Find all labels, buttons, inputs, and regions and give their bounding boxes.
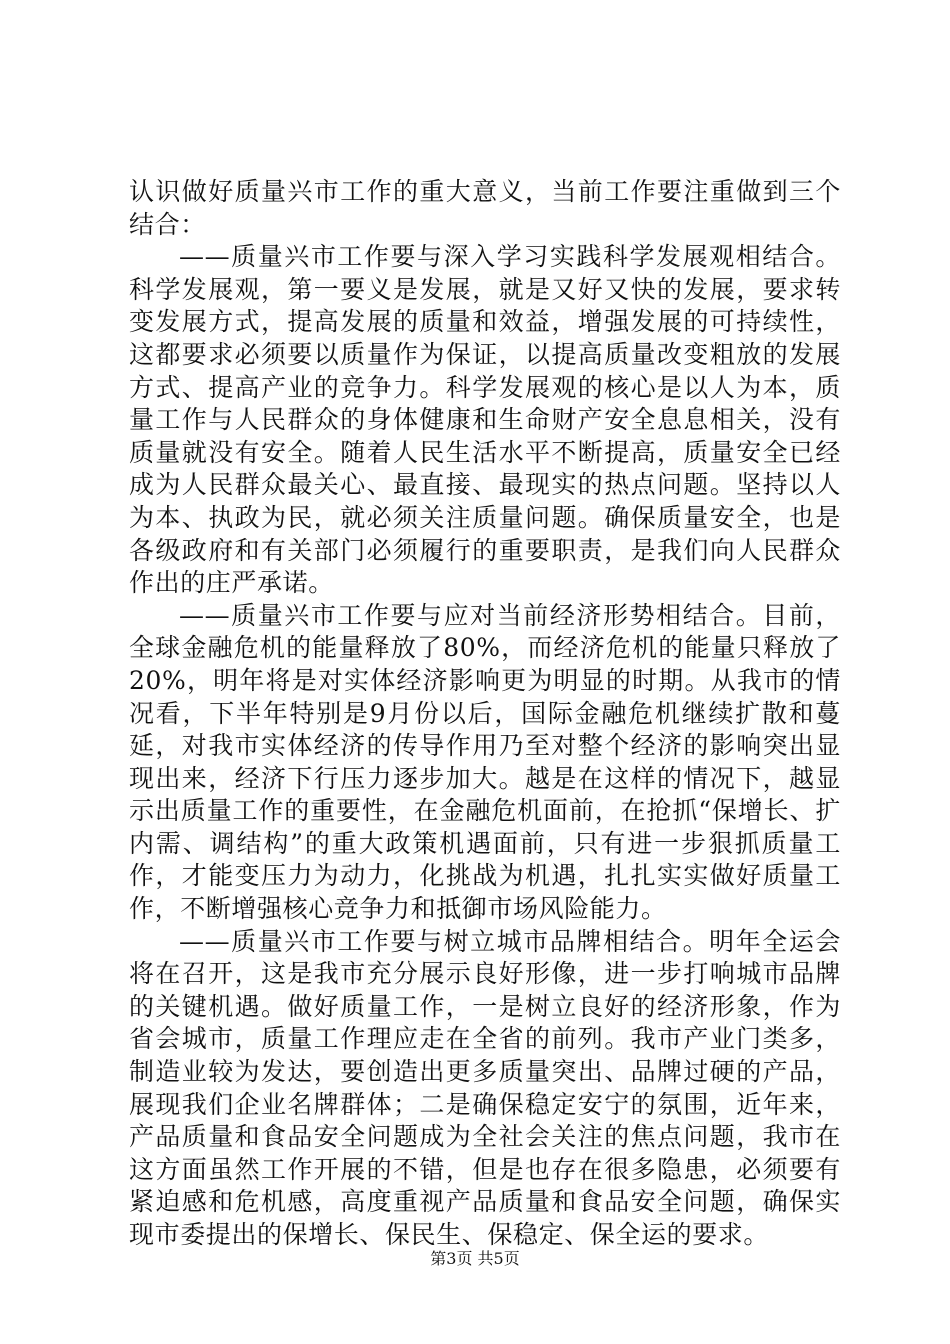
paragraph-city-brand: ——质量兴市工作要与树立城市品牌相结合。明年全运会将在召开，这是我市充分展示良好形像，进一步打响城市品牌的关键机遇。做好质量工作，一是树立良好的经济形象，作为省会城市，质量工作理应走在全省的前列。我市产业门类多，制造业较为发达，要创造出更多质量突出、品牌过硬的产品，展现我们企业名牌群体；二是确保稳定安宁的氛围，近年来，产品质量和食品安全问题成为全社会关注的焦点问题，我市在这方面虽然工作开展的不错，但是也存在很多隐患，必须要有紧迫感和危机感，高度重视产品质量和食品安全问题，确保实现市委提出的保增长、保民生、保稳定、保全运的要求。 (129, 926, 841, 1249)
paragraph-scientific-development: ——质量兴市工作要与深入学习实践科学发展观相结合。科学发展观，第一要义是发展，就是又好又快的发展，要求转变发展方式，提高发展的质量和效益，增强发展的可持续性，这都要求必须要以质量作为保证，以提高质量改变粗放的发展方式、提高产业的竞争力。科学发展观的核心是以人为本，质量工作与人民群众的身体健康和生命财产安全息息相关，没有质量就没有安全。随着人民生活水平不断提高，质量安全已经成为人民群众最关心、最直接、最现实的热点问题。坚持以人为本、执政为民，就必须关注质量问题。确保质量安全，也是各级政府和有关部门必须履行的重要职责，是我们向人民群众作出的庄严承诺。 (129, 242, 841, 598)
paragraph-intro: 认识做好质量兴市工作的重大意义，当前工作要注重做到三个结合： (129, 177, 841, 239)
page-number-footer: 第3页 共5页 (430, 1249, 520, 1268)
paragraph-economic-situation: ——质量兴市工作要与应对当前经济形势相结合。目前，全球金融危机的能量释放了80%，而经济危机的能量只释放了20%，明年将是对实体经济影响更为明显的时期。从我市的情况看，下半年特别是9月份以后，国际金融危机继续扩散和蔓延，对我市实体经济的传导作用乃至对整个经济的影响突出显现出来，经济下行压力逐步加大。越是在这样的情况下，越显示出质量工作的重要性，在金融危机面前，在抢抓“保增长、扩内需、调结构”的重大政策机遇面前，只有进一步狠抓质量工作，才能变压力为动力，化挑战为机遇，扎扎实实做好质量工作，不断增强核心竞争力和抵御市场风险能力。 (129, 600, 841, 924)
document-body (129, 176, 841, 1252)
